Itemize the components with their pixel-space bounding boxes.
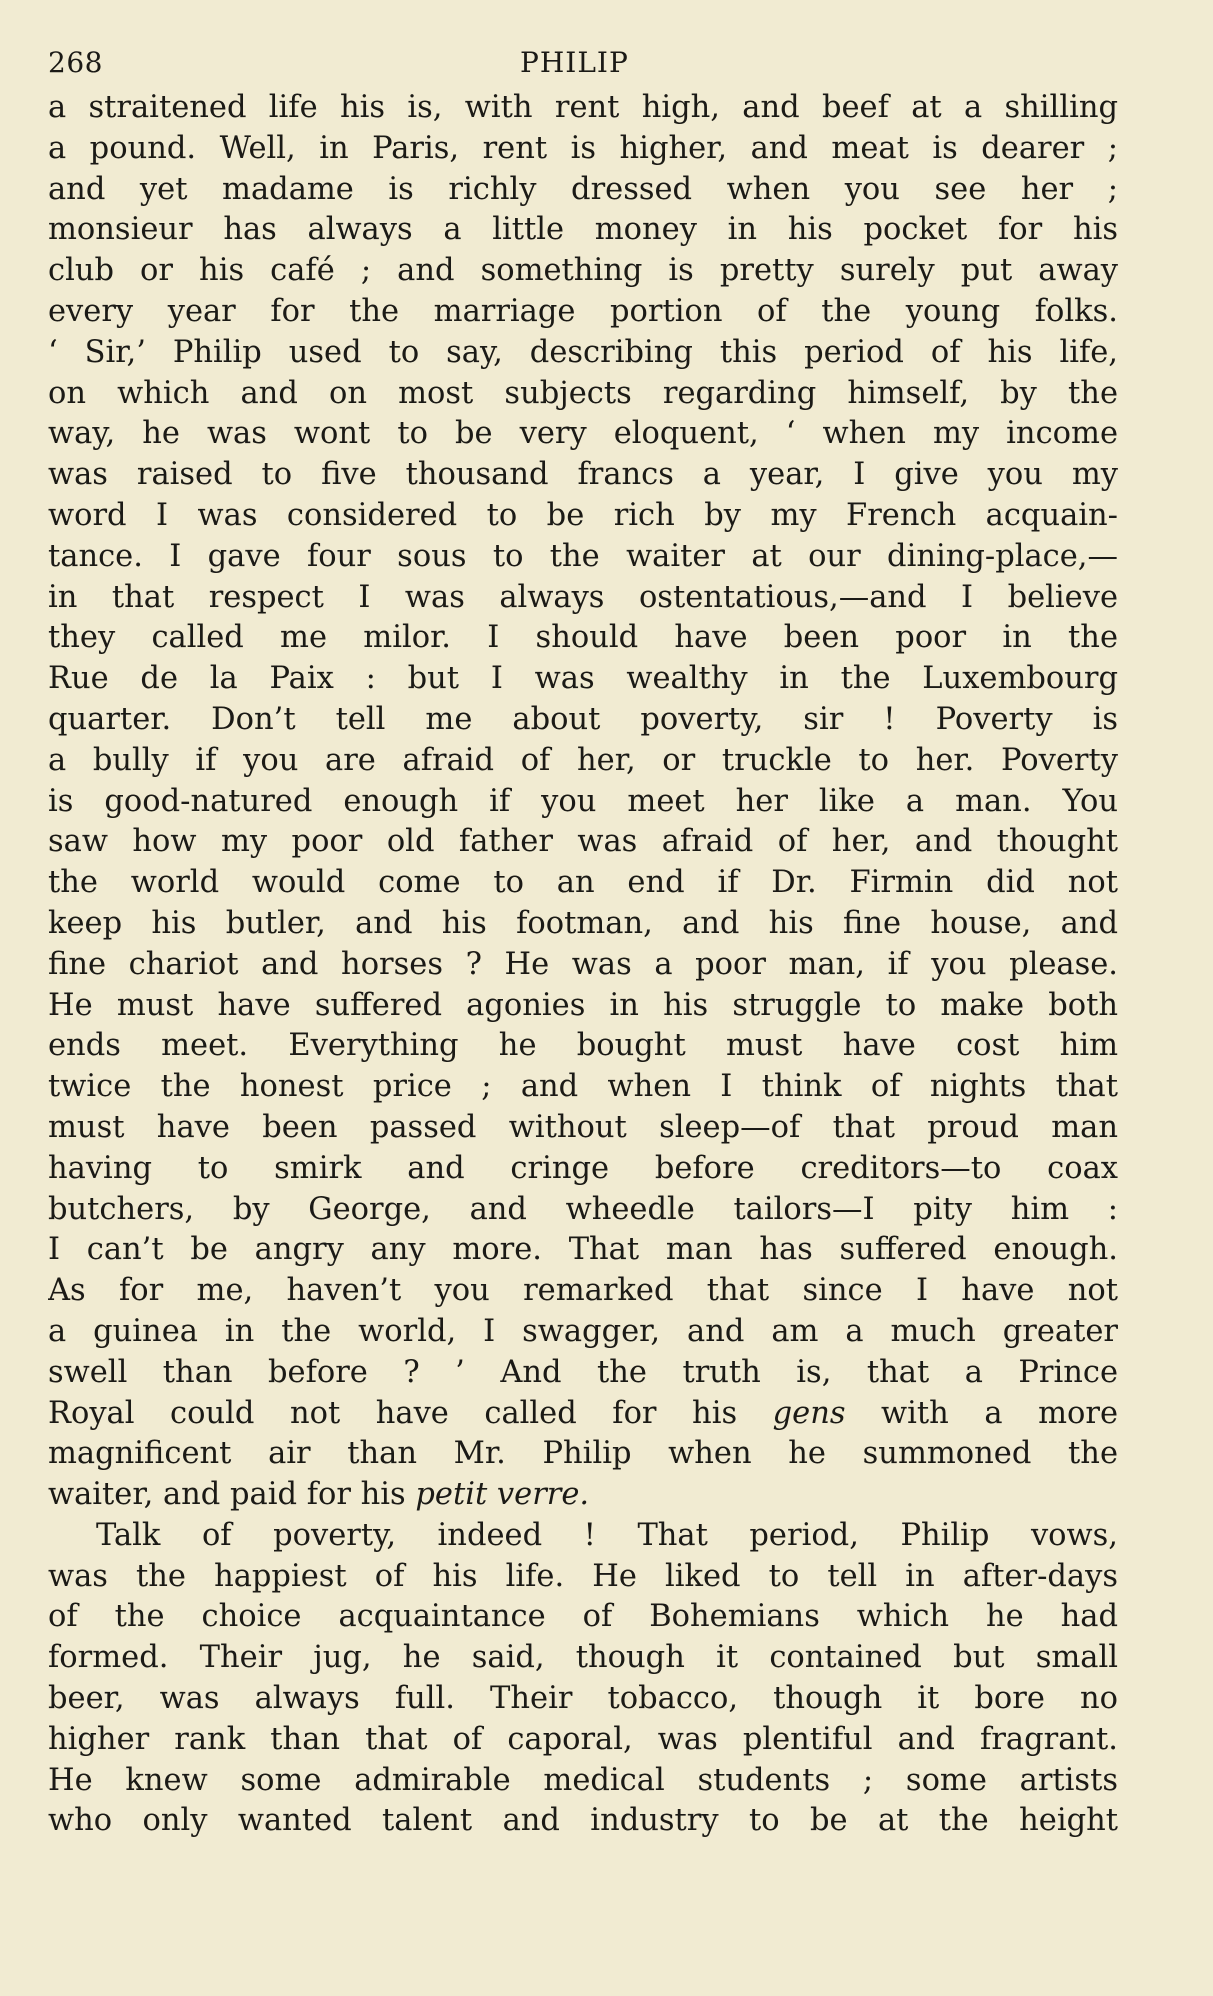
text-line: quarter. Don’t tell me about poverty, sir ! Poverty is	[48, 701, 1118, 737]
text-line: I can’t be angry any more. That man has suffered enough.	[48, 1232, 1118, 1268]
text-line: a pound. Well, in Paris, rent is higher, and meat is dearer ;	[48, 130, 1118, 166]
text-line: a bully if you are afraid of her, or truckle to her. Poverty	[48, 742, 1118, 778]
text-line: ends meet. Everything he bought must have cost him	[48, 1028, 1118, 1064]
text-line: keep his butler, and his footman, and his fine house, and	[48, 905, 1118, 941]
text-line: swell than before ? ’ And the truth is, that a Prince	[48, 1354, 1118, 1390]
text-line: in that respect I was always ostentatious,—and I believe	[48, 579, 1118, 615]
text-line: was raised to five thousand francs a year, I give you my	[48, 457, 1118, 493]
text-line: they called me milor. I should have been poor in the	[48, 620, 1118, 656]
text-line: was the happiest of his life. He liked to tell in after-days	[48, 1558, 1118, 1594]
text-line	[48, 1394, 1118, 1435]
page-number: 268	[48, 46, 103, 79]
text-line: having to smirk and cringe before creditors—to coax	[48, 1150, 1118, 1186]
text-line: is good-natured enough if you meet her like a man. You	[48, 783, 1118, 819]
paragraph-2	[48, 1516, 1118, 1842]
book-page	[48, 40, 1118, 1842]
text-line: magnificent air than Mr. Philip when he summoned the	[48, 1436, 1118, 1472]
page-header	[48, 40, 1118, 84]
text-line: the world would come to an end if Dr. Firmin did not	[48, 865, 1118, 901]
text-line: of the choice acquaintance of Bohemians which he had	[48, 1599, 1118, 1635]
text-line: twice the honest price ; and when I think of nights that	[48, 1069, 1118, 1105]
paragraph-1	[48, 88, 1118, 1516]
body-text	[48, 88, 1118, 1842]
text-line: must have been passed without sleep—of that proud man	[48, 1109, 1118, 1145]
text-line: fine chariot and horses ? He was a poor man, if you please.	[48, 946, 1118, 982]
italic-word: gens	[772, 1395, 846, 1431]
text-line: Talk of poverty, indeed ! That period, Philip vows,	[96, 1517, 1118, 1553]
text-line	[48, 1475, 1118, 1516]
text-line: saw how my poor old father was afraid of her, and thought	[48, 824, 1118, 860]
text-line: As for me, haven’t you remarked that since I have not	[48, 1273, 1118, 1309]
text-line: Rue de la Paix : but I was wealthy in the Luxembourg	[48, 661, 1118, 697]
running-title: PHILIP	[520, 46, 629, 79]
text-line: on which and on most subjects regarding himself, by the	[48, 375, 1118, 411]
text-line: who only wanted talent and industry to be at the height	[48, 1803, 1118, 1839]
text-line: He knew some admirable medical students ; some artists	[48, 1762, 1118, 1798]
text-line: club or his café ; and something is pretty surely put away	[48, 253, 1118, 289]
text-line: a straitened life his is, with rent high, and beef at a shilling	[48, 90, 1118, 125]
text-line: monsieur has always a little money in his pocket for his	[48, 212, 1118, 248]
text-line: way, he was wont to be very eloquent, ‘ when my income	[48, 416, 1118, 452]
text-line: beer, was always full. Their tobacco, though it bore no	[48, 1681, 1118, 1717]
text-run: waiter, and paid for his	[48, 1477, 416, 1513]
text-line: a guinea in the world, I swagger, and am a much greater	[48, 1313, 1118, 1349]
text-line: ‘ Sir,’ Philip used to say, describing this period of his life,	[48, 334, 1118, 370]
text-run: Royal could not have called for his	[48, 1395, 773, 1431]
text-line: higher rank than that of caporal, was plentiful and fragrant.	[48, 1721, 1118, 1757]
text-line: tance. I gave four sous to the waiter at our dining-place,—	[48, 538, 1118, 574]
text-line: He must have suffered agonies in his struggle to make both	[48, 987, 1118, 1023]
text-line: every year for the marriage portion of the young folks.	[48, 293, 1118, 329]
text-line: formed. Their jug, he said, though it contained but small	[48, 1640, 1118, 1676]
text-run: with a more	[845, 1395, 1118, 1431]
text-line: word I was considered to be rich by my French acquain-	[48, 497, 1118, 533]
text-line: butchers, by George, and wheedle tailors—I pity him :	[48, 1191, 1118, 1227]
text-line: and yet madame is richly dressed when you see her ;	[48, 171, 1118, 207]
italic-phrase: petit verre.	[415, 1477, 590, 1513]
